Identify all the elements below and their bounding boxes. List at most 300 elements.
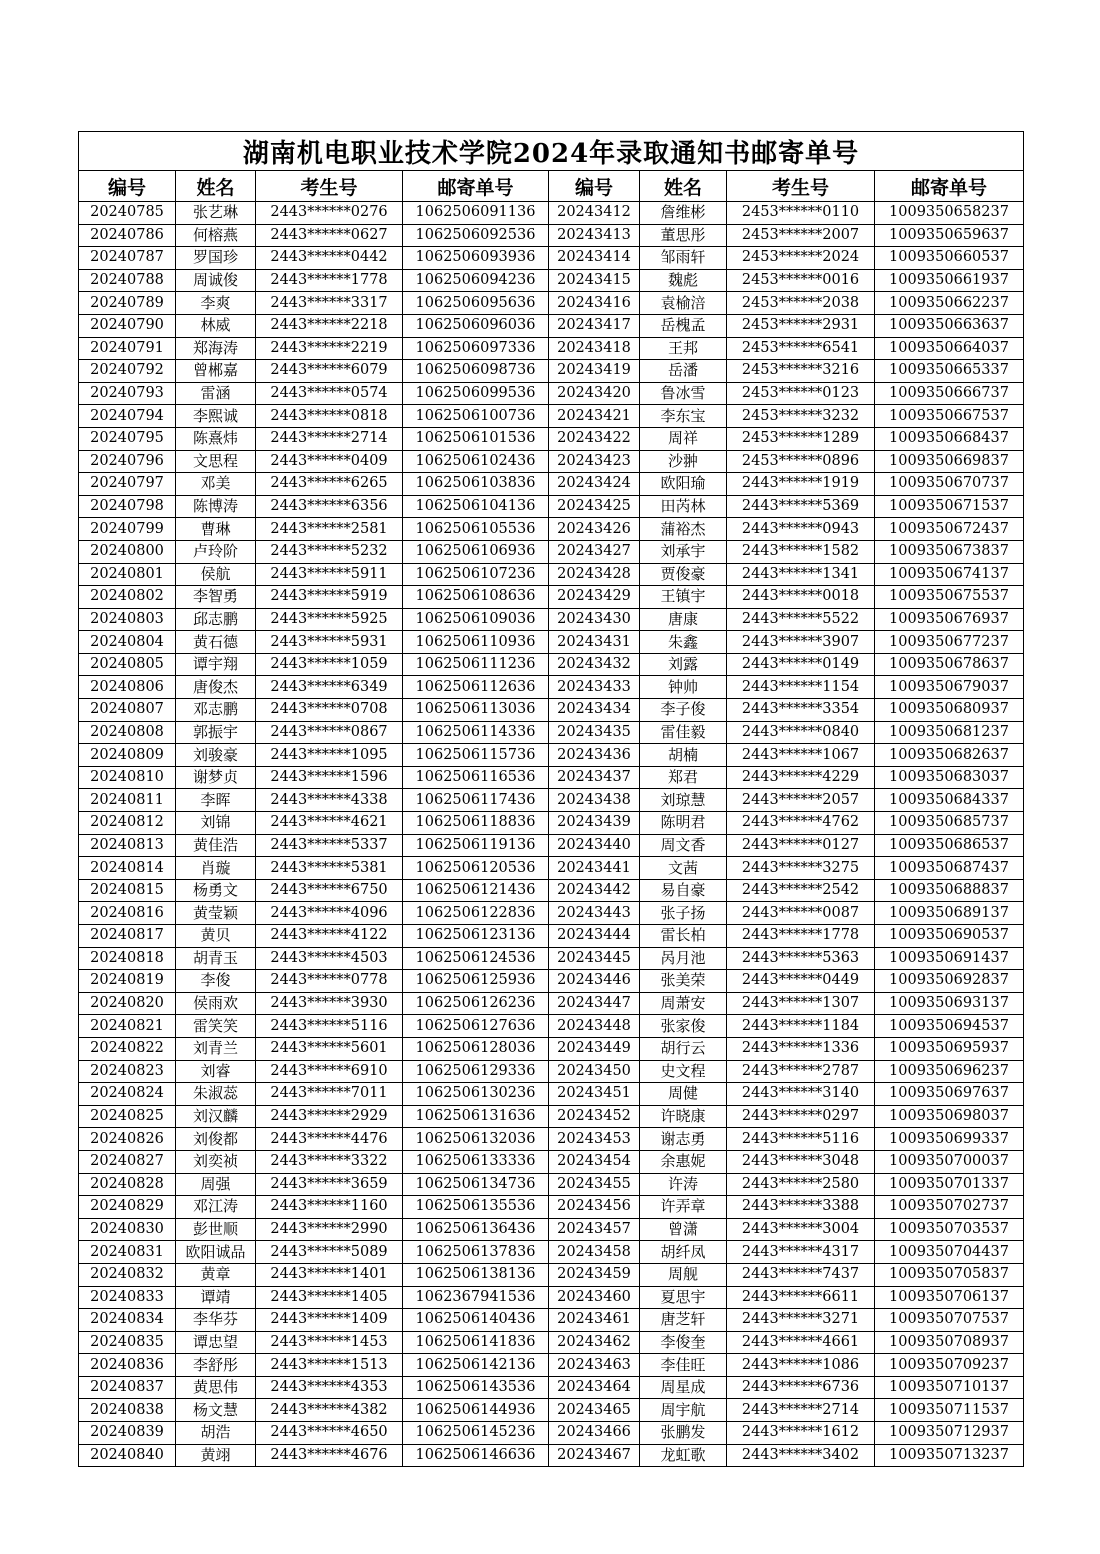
tracking-number-cell: 1062506112636 xyxy=(403,676,549,699)
name-cell: 刘琼慧 xyxy=(640,789,727,812)
id-cell: 20240795 xyxy=(79,427,176,450)
exam-number-cell: 2443******1154 xyxy=(727,676,875,699)
id-cell: 20240815 xyxy=(79,879,176,902)
table-row xyxy=(79,1422,1024,1445)
name-cell: 何榕燕 xyxy=(176,224,256,247)
table-row xyxy=(79,405,1024,428)
exam-number-cell: 2453******0016 xyxy=(727,269,875,292)
id-cell: 20240822 xyxy=(79,1037,176,1060)
exam-number-cell: 2443******6736 xyxy=(727,1376,875,1399)
table-row xyxy=(79,653,1024,676)
id-cell: 20240804 xyxy=(79,631,176,654)
name-cell: 谢梦贞 xyxy=(176,766,256,789)
id-cell: 20240789 xyxy=(79,292,176,315)
tracking-number-cell: 1062506114336 xyxy=(403,721,549,744)
tracking-number-cell: 1062506099536 xyxy=(403,382,549,405)
exam-number-cell: 2443******3048 xyxy=(727,1150,875,1173)
exam-number-cell: 2443******0708 xyxy=(256,699,403,722)
id-cell: 20240814 xyxy=(79,857,176,880)
name-cell: 董思彤 xyxy=(640,224,727,247)
column-header-id: 编号 xyxy=(549,171,640,202)
id-cell: 20243448 xyxy=(549,1015,640,1038)
table-row xyxy=(79,450,1024,473)
exam-number-cell: 2443******3322 xyxy=(256,1150,403,1173)
id-cell: 20243432 xyxy=(549,653,640,676)
id-cell: 20240808 xyxy=(79,721,176,744)
exam-number-cell: 2443******5931 xyxy=(256,631,403,654)
table-row xyxy=(79,1399,1024,1422)
exam-number-cell: 2443******3271 xyxy=(727,1309,875,1332)
exam-number-cell: 2443******0818 xyxy=(256,405,403,428)
exam-number-cell: 2443******3004 xyxy=(727,1218,875,1241)
exam-number-cell: 2453******2038 xyxy=(727,292,875,315)
id-cell: 20243442 xyxy=(549,879,640,902)
tracking-number-cell: 1062506100736 xyxy=(403,405,549,428)
tracking-number-cell: 1062506095636 xyxy=(403,292,549,315)
exam-number-cell: 2443******4382 xyxy=(256,1399,403,1422)
table-row xyxy=(79,744,1024,767)
exam-number-cell: 2443******0840 xyxy=(727,721,875,744)
tracking-number-cell: 1009350701337 xyxy=(875,1173,1024,1196)
exam-number-cell: 2443******1095 xyxy=(256,744,403,767)
tracking-number-cell: 1009350663637 xyxy=(875,314,1024,337)
tracking-number-cell: 1009350696237 xyxy=(875,1060,1024,1083)
name-cell: 周萧安 xyxy=(640,992,727,1015)
id-cell: 20240829 xyxy=(79,1196,176,1219)
tracking-number-cell: 1062506130236 xyxy=(403,1083,549,1106)
tracking-number-cell: 1009350688837 xyxy=(875,879,1024,902)
exam-number-cell: 2443******1453 xyxy=(256,1331,403,1354)
id-cell: 20243445 xyxy=(549,947,640,970)
tracking-number-cell: 1062506132036 xyxy=(403,1128,549,1151)
tracking-number-cell: 1009350705837 xyxy=(875,1263,1024,1286)
name-cell: 刘俊都 xyxy=(176,1128,256,1151)
id-cell: 20243456 xyxy=(549,1196,640,1219)
name-cell: 黄佳浩 xyxy=(176,834,256,857)
name-cell: 黄莹颖 xyxy=(176,902,256,925)
tracking-number-cell: 1009350693137 xyxy=(875,992,1024,1015)
table-row xyxy=(79,857,1024,880)
name-cell: 李晖 xyxy=(176,789,256,812)
tracking-number-cell: 1009350713237 xyxy=(875,1444,1024,1467)
id-cell: 20240797 xyxy=(79,473,176,496)
id-cell: 20240838 xyxy=(79,1399,176,1422)
name-cell: 唐康 xyxy=(640,608,727,631)
tracking-number-cell: 1009350678637 xyxy=(875,653,1024,676)
table-row xyxy=(79,970,1024,993)
exam-number-cell: 2443******7011 xyxy=(256,1083,403,1106)
name-cell: 胡青玉 xyxy=(176,947,256,970)
name-cell: 张家俊 xyxy=(640,1015,727,1038)
tracking-number-cell: 1062506108636 xyxy=(403,586,549,609)
table-row xyxy=(79,1444,1024,1467)
tracking-number-cell: 1009350690537 xyxy=(875,925,1024,948)
tracking-number-cell: 1009350685737 xyxy=(875,812,1024,835)
name-cell: 陈博涛 xyxy=(176,495,256,518)
tracking-number-cell: 1062506141836 xyxy=(403,1331,549,1354)
tracking-number-cell: 1062506122836 xyxy=(403,902,549,925)
name-cell: 曾潇 xyxy=(640,1218,727,1241)
column-header-name: 姓名 xyxy=(176,171,256,202)
tracking-number-cell: 1062506102436 xyxy=(403,450,549,473)
exam-number-cell: 2443******0449 xyxy=(727,970,875,993)
id-cell: 20243430 xyxy=(549,608,640,631)
name-cell: 彭世顺 xyxy=(176,1218,256,1241)
id-cell: 20243443 xyxy=(549,902,640,925)
exam-number-cell: 2443******1778 xyxy=(727,925,875,948)
tracking-number-cell: 1009350691437 xyxy=(875,947,1024,970)
id-cell: 20240810 xyxy=(79,766,176,789)
name-cell: 史文程 xyxy=(640,1060,727,1083)
exam-number-cell: 2453******0110 xyxy=(727,202,875,225)
tracking-number-cell: 1009350666737 xyxy=(875,382,1024,405)
exam-number-cell: 2443******1307 xyxy=(727,992,875,1015)
exam-number-cell: 2443******6079 xyxy=(256,360,403,383)
exam-number-cell: 2443******3659 xyxy=(256,1173,403,1196)
id-cell: 20243429 xyxy=(549,586,640,609)
id-cell: 20240826 xyxy=(79,1128,176,1151)
name-cell: 唐芝轩 xyxy=(640,1309,727,1332)
tracking-number-cell: 1062506093936 xyxy=(403,247,549,270)
name-cell: 林威 xyxy=(176,314,256,337)
exam-number-cell: 2443******2714 xyxy=(256,427,403,450)
id-cell: 20240835 xyxy=(79,1331,176,1354)
tracking-number-cell: 1062506113036 xyxy=(403,699,549,722)
tracking-number-cell: 1062506131636 xyxy=(403,1105,549,1128)
id-cell: 20240833 xyxy=(79,1286,176,1309)
name-cell: 黄贝 xyxy=(176,925,256,948)
name-cell: 易自豪 xyxy=(640,879,727,902)
tracking-number-cell: 1062506120536 xyxy=(403,857,549,880)
id-cell: 20243418 xyxy=(549,337,640,360)
tracking-number-cell: 1009350681237 xyxy=(875,721,1024,744)
exam-number-cell: 2443******1919 xyxy=(727,473,875,496)
name-cell: 郑君 xyxy=(640,766,727,789)
exam-number-cell: 2453******0123 xyxy=(727,382,875,405)
id-cell: 20240798 xyxy=(79,495,176,518)
tracking-number-cell: 1062506134736 xyxy=(403,1173,549,1196)
table-row xyxy=(79,1015,1024,1038)
exam-number-cell: 2443******1582 xyxy=(727,540,875,563)
id-cell: 20243446 xyxy=(549,970,640,993)
id-cell: 20243421 xyxy=(549,405,640,428)
id-cell: 20243439 xyxy=(549,812,640,835)
exam-number-cell: 2443******3140 xyxy=(727,1083,875,1106)
id-cell: 20243420 xyxy=(549,382,640,405)
id-cell: 20243434 xyxy=(549,699,640,722)
table-row xyxy=(79,902,1024,925)
table-row xyxy=(79,1263,1024,1286)
name-cell: 谭靖 xyxy=(176,1286,256,1309)
name-cell: 周诚俊 xyxy=(176,269,256,292)
name-cell: 李华芬 xyxy=(176,1309,256,1332)
name-cell: 袁榆涪 xyxy=(640,292,727,315)
id-cell: 20240836 xyxy=(79,1354,176,1377)
tracking-number-cell: 1062506136436 xyxy=(403,1218,549,1241)
name-cell: 谢志勇 xyxy=(640,1128,727,1151)
table-row xyxy=(79,1037,1024,1060)
tracking-number-cell: 1062506107236 xyxy=(403,563,549,586)
exam-number-cell: 2443******1086 xyxy=(727,1354,875,1377)
name-cell: 许涛 xyxy=(640,1173,727,1196)
id-cell: 20243425 xyxy=(549,495,640,518)
id-cell: 20243435 xyxy=(549,721,640,744)
id-cell: 20243440 xyxy=(549,834,640,857)
name-cell: 郭振宇 xyxy=(176,721,256,744)
tracking-number-cell: 1062506119136 xyxy=(403,834,549,857)
exam-number-cell: 2443******3930 xyxy=(256,992,403,1015)
exam-number-cell: 2443******4338 xyxy=(256,789,403,812)
table-row xyxy=(79,879,1024,902)
table-row xyxy=(79,586,1024,609)
tracking-number-cell: 1062506127636 xyxy=(403,1015,549,1038)
id-cell: 20240792 xyxy=(79,360,176,383)
exam-number-cell: 2443******0778 xyxy=(256,970,403,993)
column-header-exam-number: 考生号 xyxy=(256,171,403,202)
exam-number-cell: 2453******0896 xyxy=(727,450,875,473)
tracking-number-cell: 1062506117436 xyxy=(403,789,549,812)
tracking-number-cell: 1062506121436 xyxy=(403,879,549,902)
name-cell: 邹雨轩 xyxy=(640,247,727,270)
id-cell: 20243427 xyxy=(549,540,640,563)
tracking-number-cell: 1062506101536 xyxy=(403,427,549,450)
column-header-name: 姓名 xyxy=(640,171,727,202)
name-cell: 鲁冰雪 xyxy=(640,382,727,405)
table-row xyxy=(79,337,1024,360)
table-row xyxy=(79,1150,1024,1173)
exam-number-cell: 2443******4229 xyxy=(727,766,875,789)
name-cell: 谭宇翔 xyxy=(176,653,256,676)
id-cell: 20240812 xyxy=(79,812,176,835)
exam-number-cell: 2443******3275 xyxy=(727,857,875,880)
tracking-number-cell: 1009350682637 xyxy=(875,744,1024,767)
tracking-number-cell: 1009350699337 xyxy=(875,1128,1024,1151)
name-cell: 侯雨欢 xyxy=(176,992,256,1015)
id-cell: 20240802 xyxy=(79,586,176,609)
tracking-number-cell: 1009350674137 xyxy=(875,563,1024,586)
name-cell: 李智勇 xyxy=(176,586,256,609)
name-cell: 胡纤凤 xyxy=(640,1241,727,1264)
tracking-number-cell: 1009350694537 xyxy=(875,1015,1024,1038)
name-cell: 邱志鹏 xyxy=(176,608,256,631)
exam-number-cell: 2453******3232 xyxy=(727,405,875,428)
exam-number-cell: 2443******0943 xyxy=(727,518,875,541)
tracking-number-cell: 1009350658237 xyxy=(875,202,1024,225)
id-cell: 20240785 xyxy=(79,202,176,225)
name-cell: 张鹏发 xyxy=(640,1422,727,1445)
id-cell: 20243467 xyxy=(549,1444,640,1467)
id-cell: 20243464 xyxy=(549,1376,640,1399)
table-row xyxy=(79,608,1024,631)
mailing-number-table xyxy=(78,131,1024,1467)
id-cell: 20240823 xyxy=(79,1060,176,1083)
name-cell: 王邦 xyxy=(640,337,727,360)
name-cell: 文思程 xyxy=(176,450,256,473)
exam-number-cell: 2443******0149 xyxy=(727,653,875,676)
table-row xyxy=(79,947,1024,970)
name-cell: 李俊奎 xyxy=(640,1331,727,1354)
table-row xyxy=(79,1105,1024,1128)
column-header-exam-number: 考生号 xyxy=(727,171,875,202)
table-row xyxy=(79,563,1024,586)
tracking-number-cell: 1009350697637 xyxy=(875,1083,1024,1106)
tracking-number-cell: 1009350664037 xyxy=(875,337,1024,360)
id-cell: 20240837 xyxy=(79,1376,176,1399)
exam-number-cell: 2443******2581 xyxy=(256,518,403,541)
table-row xyxy=(79,1354,1024,1377)
id-cell: 20240807 xyxy=(79,699,176,722)
tracking-number-cell: 1062506145236 xyxy=(403,1422,549,1445)
id-cell: 20240818 xyxy=(79,947,176,970)
name-cell: 朱鑫 xyxy=(640,631,727,654)
tracking-number-cell: 1062506116536 xyxy=(403,766,549,789)
id-cell: 20243458 xyxy=(549,1241,640,1264)
name-cell: 胡楠 xyxy=(640,744,727,767)
name-cell: 刘露 xyxy=(640,653,727,676)
name-cell: 欧阳诚品 xyxy=(176,1241,256,1264)
tracking-number-cell: 1009350679037 xyxy=(875,676,1024,699)
table-row xyxy=(79,540,1024,563)
exam-number-cell: 2443******1184 xyxy=(727,1015,875,1038)
tracking-number-cell: 1009350692837 xyxy=(875,970,1024,993)
name-cell: 张美荣 xyxy=(640,970,727,993)
name-cell: 陈明君 xyxy=(640,812,727,835)
tracking-number-cell: 1062506135536 xyxy=(403,1196,549,1219)
exam-number-cell: 2443******6356 xyxy=(256,495,403,518)
exam-number-cell: 2443******5601 xyxy=(256,1037,403,1060)
name-cell: 雷笑笑 xyxy=(176,1015,256,1038)
table-row xyxy=(79,1376,1024,1399)
name-cell: 周星成 xyxy=(640,1376,727,1399)
id-cell: 20243419 xyxy=(549,360,640,383)
id-cell: 20240803 xyxy=(79,608,176,631)
id-cell: 20240828 xyxy=(79,1173,176,1196)
id-cell: 20240831 xyxy=(79,1241,176,1264)
tracking-number-cell: 1062506111236 xyxy=(403,653,549,676)
name-cell: 文茜 xyxy=(640,857,727,880)
name-cell: 杨文慧 xyxy=(176,1399,256,1422)
id-cell: 20240791 xyxy=(79,337,176,360)
name-cell: 黄石德 xyxy=(176,631,256,654)
exam-number-cell: 2443******1067 xyxy=(727,744,875,767)
name-cell: 蒲裕杰 xyxy=(640,518,727,541)
tracking-number-cell: 1009350684337 xyxy=(875,789,1024,812)
name-cell: 周祥 xyxy=(640,427,727,450)
tracking-number-cell: 1009350660537 xyxy=(875,247,1024,270)
tracking-number-cell: 1062506137836 xyxy=(403,1241,549,1264)
column-header-tracking-number: 邮寄单号 xyxy=(403,171,549,202)
table-row xyxy=(79,699,1024,722)
exam-number-cell: 2443******1409 xyxy=(256,1309,403,1332)
tracking-number-cell: 1009350672437 xyxy=(875,518,1024,541)
id-cell: 20240834 xyxy=(79,1309,176,1332)
tracking-number-cell: 1062506094236 xyxy=(403,269,549,292)
id-cell: 20243426 xyxy=(549,518,640,541)
id-cell: 20243415 xyxy=(549,269,640,292)
tracking-number-cell: 1009350709237 xyxy=(875,1354,1024,1377)
tracking-number-cell: 1062506097336 xyxy=(403,337,549,360)
tracking-number-cell: 1062506124536 xyxy=(403,947,549,970)
id-cell: 20240824 xyxy=(79,1083,176,1106)
table-row xyxy=(79,1241,1024,1264)
name-cell: 周舰 xyxy=(640,1263,727,1286)
tracking-number-cell: 1009350686537 xyxy=(875,834,1024,857)
tracking-number-cell: 1062506092536 xyxy=(403,224,549,247)
exam-number-cell: 2443******0276 xyxy=(256,202,403,225)
exam-number-cell: 2443******5925 xyxy=(256,608,403,631)
name-cell: 谭忠望 xyxy=(176,1331,256,1354)
exam-number-cell: 2443******5337 xyxy=(256,834,403,857)
exam-number-cell: 2443******2580 xyxy=(727,1173,875,1196)
name-cell: 龙虹歌 xyxy=(640,1444,727,1467)
id-cell: 20240839 xyxy=(79,1422,176,1445)
id-cell: 20243449 xyxy=(549,1037,640,1060)
exam-number-cell: 2443******4621 xyxy=(256,812,403,835)
exam-number-cell: 2443******1059 xyxy=(256,653,403,676)
id-cell: 20240827 xyxy=(79,1150,176,1173)
table-row xyxy=(79,1218,1024,1241)
name-cell: 侯航 xyxy=(176,563,256,586)
exam-number-cell: 2443******2219 xyxy=(256,337,403,360)
name-cell: 呙月池 xyxy=(640,947,727,970)
table-row xyxy=(79,992,1024,1015)
name-cell: 朱淑蕊 xyxy=(176,1083,256,1106)
tracking-number-cell: 1062506143536 xyxy=(403,1376,549,1399)
tracking-number-cell: 1062506142136 xyxy=(403,1354,549,1377)
table-row xyxy=(79,1331,1024,1354)
name-cell: 欧阳瑜 xyxy=(640,473,727,496)
tracking-number-cell: 1009350712937 xyxy=(875,1422,1024,1445)
tracking-number-cell: 1009350702737 xyxy=(875,1196,1024,1219)
exam-number-cell: 2443******5369 xyxy=(727,495,875,518)
id-cell: 20240801 xyxy=(79,563,176,586)
exam-number-cell: 2443******5911 xyxy=(256,563,403,586)
tracking-number-cell: 1009350662237 xyxy=(875,292,1024,315)
name-cell: 岳槐孟 xyxy=(640,314,727,337)
name-cell: 刘睿 xyxy=(176,1060,256,1083)
name-cell: 钟帅 xyxy=(640,676,727,699)
tracking-number-cell: 1009350683037 xyxy=(875,766,1024,789)
table-row xyxy=(79,789,1024,812)
id-cell: 20240830 xyxy=(79,1218,176,1241)
id-cell: 20243457 xyxy=(549,1218,640,1241)
exam-number-cell: 2453******3216 xyxy=(727,360,875,383)
tracking-number-cell: 1009350700037 xyxy=(875,1150,1024,1173)
id-cell: 20240786 xyxy=(79,224,176,247)
name-cell: 李俊 xyxy=(176,970,256,993)
exam-number-cell: 2443******4317 xyxy=(727,1241,875,1264)
exam-number-cell: 2443******1160 xyxy=(256,1196,403,1219)
tracking-number-cell: 1009350670737 xyxy=(875,473,1024,496)
table-row xyxy=(79,631,1024,654)
name-cell: 雷涵 xyxy=(176,382,256,405)
exam-number-cell: 2443******7437 xyxy=(727,1263,875,1286)
id-cell: 20243465 xyxy=(549,1399,640,1422)
name-cell: 田芮林 xyxy=(640,495,727,518)
table-row xyxy=(79,427,1024,450)
id-cell: 20240819 xyxy=(79,970,176,993)
column-header-id: 编号 xyxy=(79,171,176,202)
id-cell: 20240820 xyxy=(79,992,176,1015)
table-row xyxy=(79,812,1024,835)
id-cell: 20243466 xyxy=(549,1422,640,1445)
id-cell: 20240821 xyxy=(79,1015,176,1038)
tracking-number-cell: 1062506140436 xyxy=(403,1309,549,1332)
name-cell: 岳潘 xyxy=(640,360,727,383)
tracking-number-cell: 1009350687437 xyxy=(875,857,1024,880)
tracking-number-cell: 1062506144936 xyxy=(403,1399,549,1422)
id-cell: 20243461 xyxy=(549,1309,640,1332)
